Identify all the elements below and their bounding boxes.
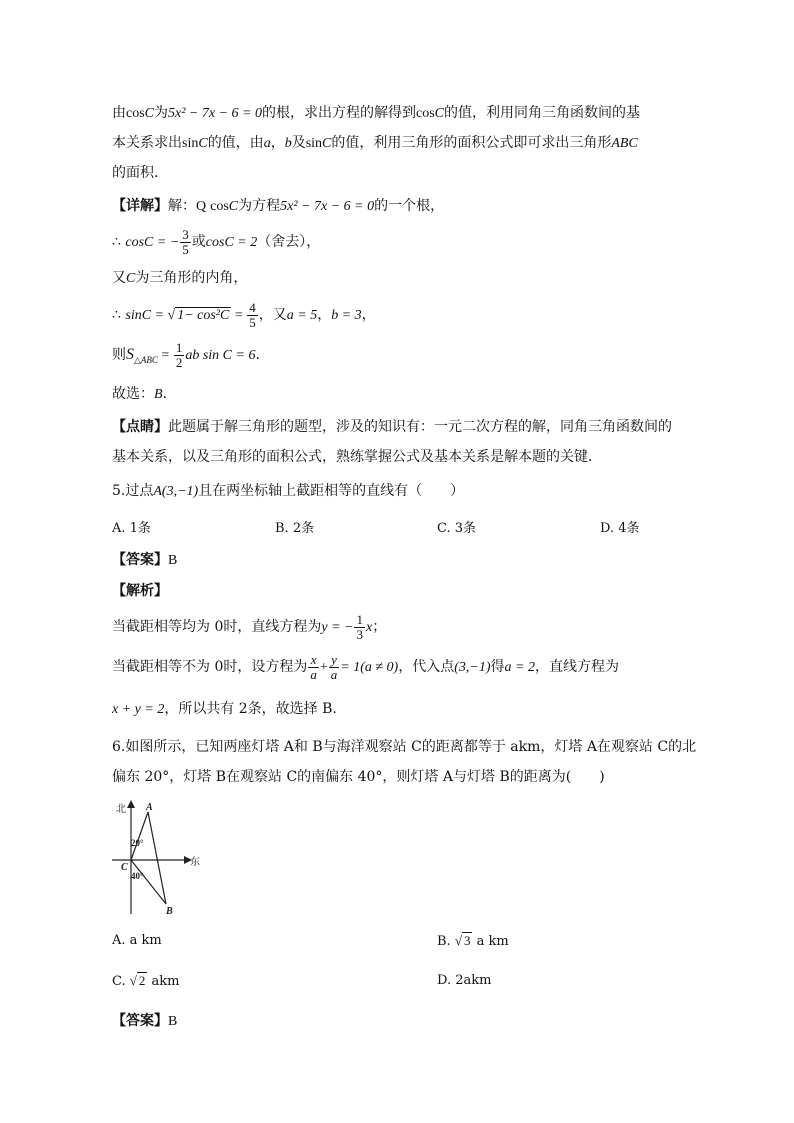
text: 由	[112, 105, 126, 121]
q6-option-a: A. a km	[112, 933, 162, 948]
fraction	[180, 228, 191, 257]
denominator: 5	[249, 314, 256, 330]
math-var: a	[263, 136, 271, 151]
label-north: 北	[116, 804, 126, 815]
sqrt-expr: √ 3	[454, 933, 471, 948]
q6-option-c	[112, 972, 179, 991]
q5-option-d: D. 4条	[600, 521, 640, 536]
answer-value: B	[168, 553, 178, 568]
text: ，直线方程为	[534, 659, 619, 675]
question-5	[112, 482, 464, 501]
text: 的根，求出方程的解得到	[261, 105, 416, 121]
text: ，	[270, 135, 285, 151]
text: 为三角形的内角，	[135, 270, 248, 286]
text: 的值，利用同角三角函数间的基	[444, 105, 640, 121]
math-symbol: Q	[196, 199, 207, 214]
fraction	[329, 653, 340, 682]
north-arrow-icon	[127, 800, 135, 808]
question-6-line-1	[112, 738, 696, 756]
math-var: C	[434, 106, 444, 121]
math-equation: 5x² − 7x − 6 = 0	[168, 106, 262, 121]
comment-line-1	[112, 418, 672, 436]
detail-line-4	[112, 300, 376, 331]
math-equation: 5x² − 7x − 6 = 0	[280, 199, 375, 214]
answer-value: B	[168, 1014, 178, 1029]
math-point: (3,−1)	[454, 660, 491, 675]
denominator: 2	[175, 354, 183, 370]
text: ，	[317, 307, 332, 323]
fraction	[308, 653, 319, 682]
label-a: A	[146, 802, 153, 813]
text: 为	[154, 105, 169, 121]
denominator: 3	[356, 626, 363, 642]
math-var: S	[126, 346, 134, 363]
sqrt-expr: √ 2	[129, 973, 146, 988]
detail-line-3	[112, 269, 247, 288]
therefore-symbol: ∴	[112, 234, 121, 250]
text: 故选：	[112, 386, 154, 402]
math-equation: x + y = 2	[112, 702, 165, 717]
text: 又	[112, 270, 126, 286]
math-expr: cosC = −	[125, 235, 180, 250]
math-expr: a = 2	[504, 660, 535, 675]
text: 当截距相等均为 0时，直线方程为	[112, 619, 322, 635]
detail-line-5	[112, 340, 269, 375]
denominator: 5	[182, 241, 189, 257]
q5-answer	[112, 551, 177, 570]
option-letter: B.	[437, 934, 455, 949]
equals: =	[157, 348, 173, 363]
numerator: 1	[175, 339, 183, 355]
text: 的面积．	[112, 165, 168, 181]
text: 得	[490, 659, 505, 675]
math-expr: = 1(a ≠ 0)	[340, 660, 399, 675]
label-angle-40: 40°	[131, 871, 144, 881]
plus: +	[319, 660, 328, 675]
numerator: x	[308, 653, 319, 668]
math-expr: b = 3	[331, 308, 362, 323]
math-var: ABC	[611, 136, 638, 151]
math-var: C	[322, 136, 332, 151]
therefore-symbol: ∴	[112, 307, 121, 323]
math-cos: cos	[126, 106, 145, 121]
text: ，又	[258, 307, 287, 323]
segment-cb	[131, 860, 166, 904]
text: 偏东 20°，灯塔 B在观察站 C的南偏东 40°，则灯塔 A与灯塔 B的距离为( )	[112, 769, 605, 785]
math-cos: cos	[415, 106, 435, 121]
text: ．	[162, 386, 177, 402]
numerator: 4	[249, 299, 256, 315]
math-expr: a = 5	[286, 308, 318, 323]
math-expr: cosC = 2	[205, 235, 258, 250]
radicand: 2	[138, 973, 146, 988]
detail-line-6	[112, 385, 177, 404]
math-expr: ab sin C = 6	[185, 348, 256, 363]
detail-line-1	[112, 197, 444, 216]
text: ，	[361, 307, 376, 323]
analysis-line-2	[112, 134, 638, 153]
section-tag-analysis: 【解析】	[112, 583, 168, 599]
numerator: y	[329, 653, 340, 668]
analysis-line-1	[112, 104, 640, 123]
math-var: b	[284, 136, 292, 151]
comment-line-2	[112, 448, 602, 466]
section-tag-answer: 【答案】	[112, 552, 168, 568]
text: 或	[191, 234, 206, 250]
numerator: 1	[356, 611, 363, 627]
math-var: B	[154, 387, 163, 402]
text: ．	[255, 347, 270, 363]
option-letter: C.	[112, 974, 130, 989]
text: 本关系求出	[112, 135, 182, 151]
subscript: △ABC	[134, 354, 158, 365]
text: 当截距相等不为 0时，设方程为	[112, 659, 308, 675]
q6-answer	[112, 1012, 177, 1031]
section-tag-answer: 【答案】	[112, 1013, 168, 1029]
question-6-line-2	[112, 768, 605, 786]
math-sin: sin	[182, 136, 199, 151]
denominator: a	[330, 666, 338, 682]
math-var: C	[228, 199, 239, 214]
radicand: 3	[463, 933, 471, 948]
label-east: 东	[190, 857, 200, 868]
math-point: A(3,−1)	[153, 484, 199, 499]
text: （舍去），	[257, 234, 321, 250]
math-sin: sin	[305, 136, 323, 151]
text: 且在两坐标轴上截距相等的直线有（ ）	[198, 483, 465, 499]
math-var: C	[144, 106, 155, 121]
segment-ca	[131, 812, 148, 860]
math-var: x	[365, 620, 373, 635]
denominator: a	[310, 666, 317, 682]
q6-option-b	[437, 932, 509, 951]
text: 此题属于解三角形的题型，涉及的知识有：一元二次方程的解，同角三角函数间的	[168, 419, 672, 435]
section-tag-detail: 【详解】	[112, 198, 168, 214]
q5-option-a: A. 1条	[112, 521, 151, 536]
math-var: C	[126, 271, 136, 286]
q6-option-d: D. 2akm	[437, 973, 492, 988]
analysis-line-3	[112, 164, 168, 182]
text: 解：	[168, 198, 196, 214]
option-text: a km	[472, 934, 509, 949]
text: ；	[372, 619, 387, 635]
fraction	[174, 341, 185, 370]
text: 基本关系，以及三角形的面积公式，熟练掌握公式及基本关系是解本题的关键．	[112, 449, 602, 465]
section-tag-comment: 【点睛】	[112, 419, 168, 435]
numerator: 3	[182, 226, 189, 242]
label-c: C	[121, 862, 128, 873]
text: 为方程	[238, 198, 281, 214]
math-var: C	[198, 136, 208, 151]
detail-line-2	[112, 227, 320, 258]
text: ，所以共有 2条，故选择 B.	[164, 701, 337, 717]
text: 及	[291, 135, 306, 151]
fraction	[354, 613, 365, 642]
text: 的一个根，	[374, 198, 445, 214]
lighthouse-figure	[110, 798, 210, 916]
math-cos: cos	[210, 199, 229, 214]
segment-ab	[148, 812, 166, 904]
radicand: 1− cos²C	[177, 308, 230, 323]
option-text: akm	[147, 974, 180, 989]
text: ，代入点	[398, 659, 455, 675]
q5-option-c: C. 3条	[437, 521, 477, 536]
text: 的值，由	[207, 135, 264, 151]
text: 6.如图所示，已知两座灯塔 A和 B与海洋观察站 C的距离都等于 akm，灯塔 A在观察站 C的北	[112, 739, 697, 755]
text: 的值，利用三角形的面积公式即可求出三角形	[331, 135, 612, 151]
q5-analysis-line-2	[112, 652, 619, 683]
q5-analysis-line-1	[112, 612, 386, 643]
label-angle-20: 20°	[131, 838, 144, 848]
equals: =	[231, 308, 247, 323]
label-b: B	[166, 906, 173, 916]
q5-analysis-tag	[112, 582, 168, 600]
fraction	[247, 301, 258, 330]
q5-analysis-line-3	[112, 700, 337, 719]
q5-option-b: B. 2条	[275, 521, 315, 536]
text: 5.过点	[112, 483, 154, 499]
text: 则	[112, 347, 126, 363]
math-expr: y = −	[321, 620, 354, 635]
math-expr: sinC =	[125, 308, 168, 323]
sqrt-expr: √ 1− cos²C	[167, 308, 230, 323]
